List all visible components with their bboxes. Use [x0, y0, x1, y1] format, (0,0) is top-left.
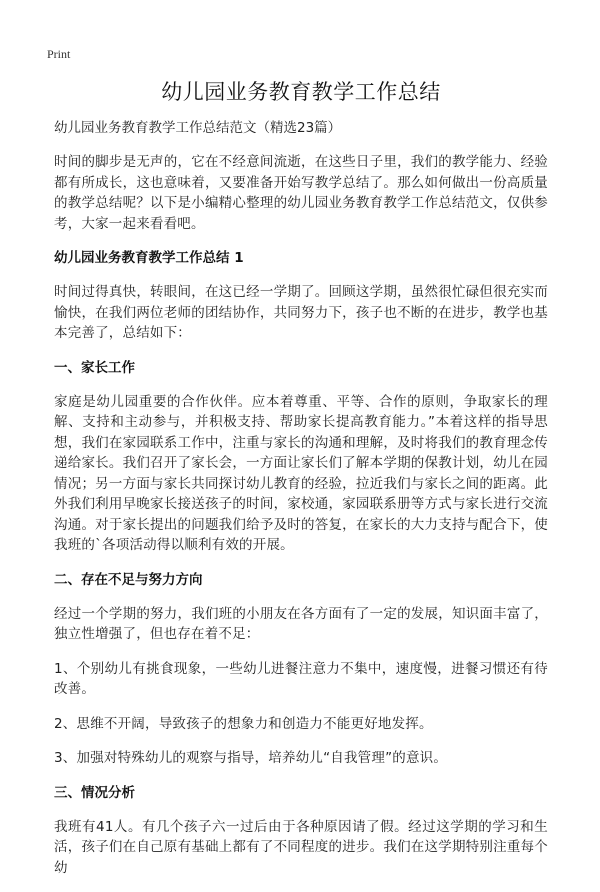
- article-heading: 幼儿园业务教育教学工作总结 1: [54, 250, 244, 266]
- print-label: Print: [47, 47, 71, 61]
- list-item: 2、思维不开阔，导致孩子的想象力和创造力不能更好地发挥。: [54, 715, 433, 732]
- section-paragraph: 家庭是幼儿园重要的合作伙伴。应本着尊重、平等、合作的原则，争取家长的理解、支持和主动参与，并积极支持、帮助家长提高教育能力。”本着这样的指导思想，我们在家园联系工作中，注重与家长的沟通和理解，及时将我们的教育理念传递给家长。我们召开了家长会，一方面让家长们了解本学期的保教计划，幼儿在园情况；另一方面与家长共同探讨幼儿教育的经验，拉近我们与家长之间的距离。此外我们利用早晚家长接送孩子的时间，家校通，家园联系册等方式与家长进行交流沟通。对于家长提出的问题我们给予及时的答复，在家长的大力支持与配合下，使我班的`各项活动得以顺利有效的开展。: [54, 393, 548, 553]
- section-heading-shortcomings: 二、存在不足与努力方向: [54, 571, 203, 588]
- section-paragraph: 经过一个学期的努力，我们班的小朋友在各方面有了一定的发展，知识面丰富了，独立性增强了，但也存在着不足：: [54, 605, 548, 642]
- section-heading-analysis: 三、情况分析: [54, 784, 135, 801]
- article-intro-paragraph: 时间过得真快，转眼间，在这已经一学期了。回顾这学期，虽然很忙碌但很充实而愉快，在我们两位老师的团结协作，共同努力下，孩子也不断的在进步，教学也基本完善了，总结如下：: [54, 284, 548, 341]
- intro-paragraph: 时间的脚步是无声的，它在不经意间流逝，在这些日子里，我们的教学能力、经验都有所成长，这也意味着，又要准备开始写教学总结了。那么如何做出一份高质量的教学总结呢？以下是小编精心整理的幼儿园业务教育教学工作总结范文，仅供参考，大家一起来看看吧。: [54, 154, 548, 232]
- section-paragraph: 我班有41人。有几个孩子六一过后由于各种原因请了假。经过这学期的学习和生活，孩子们在自己原有基础上都有了不同程度的进步。我们在这学期特别注重每个幼: [54, 818, 548, 876]
- document-title: 幼儿园业务教育教学工作总结: [161, 80, 441, 104]
- document-body: [54, 78, 548, 892]
- document-subtitle: 幼儿园业务教育教学工作总结范文（精选23篇）: [54, 120, 342, 136]
- list-item: 1、个别幼儿有挑食现象，一些幼儿进餐注意力不集中，速度慢，进餐习惯还有待改善。: [54, 660, 548, 697]
- list-item: 3、加强对特殊幼儿的观察与指导，培养幼儿“自我管理”的意识。: [54, 750, 448, 766]
- section-heading-parent-work: 一、家长工作: [54, 359, 135, 376]
